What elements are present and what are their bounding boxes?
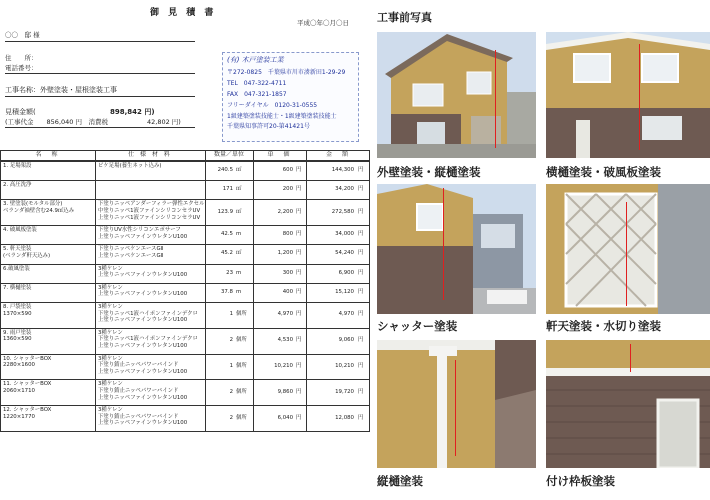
- item-price: 600: [282, 167, 293, 174]
- item-spec: 上塗りニッペファインウレタンU100: [98, 291, 188, 298]
- table-row: [0, 244, 370, 264]
- item-unit: m: [236, 269, 242, 276]
- header-qty: 数量／単位: [213, 151, 244, 158]
- item-qty: 2: [229, 388, 233, 395]
- item-qty: 2: [229, 337, 233, 344]
- item-name: 10. シャッターBOX: [3, 355, 52, 362]
- table-row: [0, 161, 370, 181]
- caption-2: 横樋塗装・破風板塗装: [546, 165, 661, 179]
- photo-downpipe: [377, 340, 536, 468]
- table-row: [0, 302, 370, 329]
- item-name: 3. 壁塗装(モルタル部分): [3, 201, 63, 208]
- item-spec: 3種ケレン: [98, 355, 123, 362]
- table-row: [0, 199, 370, 226]
- item-spec: 中塗りニッペ1液ファインシリコンセラUV: [98, 207, 201, 214]
- item-spec: 上塗りニッペファインウレタンU100: [98, 342, 188, 349]
- item-price-yen: 円: [296, 388, 302, 395]
- item-qty: 23: [226, 269, 233, 276]
- item-amount-yen: 円: [358, 186, 364, 193]
- item-name: 2280×1600: [3, 362, 35, 369]
- phone-underline: [5, 73, 195, 74]
- item-amount-yen: 円: [358, 362, 364, 369]
- item-spec: 上塗りニッペファインウレタンU100: [98, 272, 188, 279]
- item-amount: 4,970: [338, 311, 354, 318]
- header-amount: 金 額: [325, 151, 350, 158]
- item-price: 6,040: [277, 414, 293, 421]
- item-amount: 10,210: [335, 362, 354, 369]
- item-name: 11. シャッターBOX: [3, 381, 52, 388]
- table-row: [0, 328, 370, 355]
- item-unit: ㎡: [236, 250, 242, 257]
- item-spec: 下塗り錆止ニッペパワーバインド: [98, 387, 179, 394]
- item-name: 7. 横樋塗装: [3, 284, 32, 291]
- item-spec: 上塗りニッペファインウレタンU100: [98, 368, 188, 375]
- project-name: 外壁塗装・屋根塗装工事: [40, 86, 117, 94]
- item-price: 400: [282, 288, 293, 295]
- company-name: (有) 木戸塗装工業: [227, 56, 284, 64]
- item-name: 4. 破風板塗装: [3, 227, 37, 234]
- marker-line: [626, 202, 627, 306]
- item-price-yen: 円: [296, 231, 302, 238]
- item-unit: 個所: [236, 362, 247, 369]
- item-unit: ㎡: [236, 167, 242, 174]
- table-column-rule: [95, 150, 96, 431]
- photo-gutter-fascia: [546, 32, 710, 158]
- marker-line: [495, 50, 496, 148]
- caption-6: 付け枠板塗装: [546, 474, 615, 488]
- item-spec: 上塗りニッペファインウレタンU100: [98, 317, 188, 324]
- item-price-yen: 円: [296, 186, 302, 193]
- item-spec: 3種ケレン: [98, 381, 123, 388]
- item-spec: 3種ケレン: [98, 407, 123, 414]
- item-name: 6.破風塗装: [3, 265, 30, 272]
- company-postal: 〒272-0825 千葉県市川市湊新田1-29-29: [227, 69, 346, 76]
- item-qty: 240.5: [217, 167, 233, 174]
- item-qty: 123.9: [217, 208, 233, 215]
- item-price: 2,200: [277, 208, 293, 215]
- total-underline: [5, 127, 195, 128]
- item-name: 1370×590: [3, 310, 32, 317]
- company-free-dial: フリーダイヤル 0120-31-0555: [227, 102, 318, 109]
- table-column-rule: [369, 150, 370, 431]
- item-price: 4,530: [277, 337, 293, 344]
- item-unit: 個所: [236, 388, 247, 395]
- item-name: 12. シャッターBOX: [3, 407, 52, 414]
- item-price: 4,970: [277, 311, 293, 318]
- table-row: [0, 225, 370, 245]
- item-qty: 45.2: [220, 250, 233, 257]
- item-amount-yen: 円: [358, 250, 364, 257]
- header-price: 単 価: [267, 151, 292, 158]
- marker-line: [455, 360, 456, 456]
- item-name: ベランダ袖壁含む24.9㎡込み: [3, 207, 75, 214]
- item-qty: 37.8: [220, 288, 233, 295]
- total-label: 見積金額(: [5, 108, 36, 116]
- item-spec: ビケ足場(養生ネット込み): [98, 163, 162, 169]
- item-spec: 3種ケレン: [98, 329, 123, 336]
- table-row: [0, 379, 370, 406]
- item-spec: 下塗りニッペアンダーフィラー弾性エクセル: [98, 201, 205, 208]
- item-amount: 6,900: [338, 269, 354, 276]
- item-price-yen: 円: [296, 167, 302, 174]
- item-amount: 34,200: [335, 186, 354, 193]
- item-name: 5. 軒天塗装: [3, 246, 32, 253]
- caption-3: シャッター塗装: [377, 319, 458, 333]
- item-price-yen: 円: [296, 311, 302, 318]
- item-price-yen: 円: [296, 362, 302, 369]
- item-name: 1360×590: [3, 336, 32, 343]
- item-amount-yen: 円: [358, 167, 364, 174]
- item-spec: 下塗りニッペ1液ハイポンファインデクロ: [98, 336, 198, 343]
- photo-soffit-flashing: [546, 184, 710, 314]
- photo-trim-board: [546, 340, 710, 468]
- recipient: 〇〇 邸 様: [5, 31, 40, 39]
- item-amount: 19,720: [335, 388, 354, 395]
- address-label: 住 所：: [5, 54, 38, 62]
- marker-line: [630, 344, 631, 372]
- item-spec: 3種ケレン: [98, 265, 123, 272]
- company-tel: TEL 047-322-4711: [227, 80, 287, 87]
- item-name: (ベランダ軒天込み): [3, 252, 51, 259]
- caption-4: 軒天塗装・水切り塗装: [546, 319, 661, 333]
- item-price-yen: 円: [296, 208, 302, 215]
- item-price: 1,200: [277, 250, 293, 257]
- item-price: 9,860: [277, 388, 293, 395]
- table-row: [0, 180, 370, 200]
- item-amount-yen: 円: [358, 208, 364, 215]
- item-amount-yen: 円: [358, 337, 364, 344]
- item-spec: 下塗り錆止ニッペパワーバインド: [98, 362, 179, 369]
- item-name: 9. 雨戸塗装: [3, 329, 32, 336]
- item-price-yen: 円: [296, 288, 302, 295]
- item-name: 2060×1710: [3, 387, 35, 394]
- item-amount-yen: 円: [358, 288, 364, 295]
- item-spec: 上塗りニッペ1液ファインシリコンセラUV: [98, 214, 201, 221]
- photos-title: 工事前写真: [377, 11, 432, 24]
- item-price-yen: 円: [296, 414, 302, 421]
- item-unit: 個所: [236, 337, 247, 344]
- item-amount: 272,580: [331, 208, 354, 215]
- company-qualification: 1級建築塗装技能士・1級建築塗装技能士: [227, 113, 337, 120]
- item-spec: 下塗りニッペケンエースGⅡ: [98, 246, 164, 253]
- item-price: 800: [282, 231, 293, 238]
- item-unit: m: [236, 288, 242, 295]
- table-row: [0, 283, 370, 303]
- document-title: 御 見 積 書: [150, 8, 217, 18]
- item-amount: 9,060: [338, 337, 354, 344]
- company-fax: FAX 047-321-1857: [227, 91, 287, 98]
- item-spec: 下塗り錆止ニッペパワーバインド: [98, 413, 179, 420]
- table-column-rule: [205, 150, 206, 431]
- photo-exterior-wall: [377, 32, 536, 158]
- item-qty: 42.5: [220, 231, 233, 238]
- item-spec: 上塗りニッペファインウレタンU100: [98, 420, 188, 427]
- item-name: 1. 足場架設: [3, 163, 32, 169]
- document-date: 平成〇年〇月〇日: [297, 19, 349, 27]
- header-spec: 仕 様 材 料: [128, 151, 172, 158]
- item-amount-yen: 円: [358, 414, 364, 421]
- item-amount: 15,120: [335, 288, 354, 295]
- item-name: 1220×1770: [3, 413, 35, 420]
- item-unit: ㎡: [236, 186, 242, 193]
- item-qty: 1: [229, 311, 233, 318]
- item-amount-yen: 円: [358, 231, 364, 238]
- item-spec: 下塗りUV水性シリコンエポサーフ: [98, 227, 181, 234]
- table-row: [0, 264, 370, 284]
- project-line: [5, 86, 117, 94]
- subtotal-line: (工事代金 856,040 円 消費税 42,802 円): [5, 118, 181, 126]
- item-price: 200: [282, 186, 293, 193]
- item-price: 300: [282, 269, 293, 276]
- item-qty: 171: [222, 186, 233, 193]
- item-price-yen: 円: [296, 337, 302, 344]
- item-amount-yen: 円: [358, 388, 364, 395]
- item-spec: 下塗りニッペ1液ハイポンファインデクロ: [98, 310, 198, 317]
- item-qty: 2: [229, 414, 233, 421]
- item-unit: 個所: [236, 311, 247, 318]
- item-spec: 上塗りニッペファインウレタンU100: [98, 233, 188, 240]
- item-spec: 3種ケレン: [98, 284, 123, 291]
- item-qty: 1: [229, 362, 233, 369]
- company-stamp-box: [222, 52, 359, 142]
- item-price-yen: 円: [296, 269, 302, 276]
- item-name: 2. 高圧洗浄: [3, 182, 32, 189]
- item-amount: 144,300: [331, 167, 354, 174]
- item-price-yen: 円: [296, 250, 302, 257]
- project-underline: [5, 96, 195, 97]
- pre-work-photos-section: [375, 0, 710, 500]
- item-unit: m: [236, 231, 242, 238]
- marker-line: [639, 44, 640, 150]
- item-spec: 3種ケレン: [98, 304, 123, 310]
- table-column-rule: [306, 150, 307, 431]
- table-column-rule: [253, 150, 254, 431]
- item-amount: 12,080: [335, 414, 354, 421]
- item-price: 10,210: [274, 362, 293, 369]
- photo-shutter: [377, 184, 536, 314]
- item-spec: 上塗りニッペケンエースGⅡ: [98, 252, 164, 259]
- caption-1: 外壁塗装・縦樋塗装: [377, 165, 481, 179]
- caption-5: 縦樋塗装: [377, 474, 423, 488]
- project-label: 工事名称：: [5, 86, 40, 94]
- item-name: 8. 戸袋塗装: [3, 304, 32, 310]
- header-name: 名 称: [35, 151, 60, 158]
- item-amount-yen: 円: [358, 269, 364, 276]
- item-unit: 個所: [236, 414, 247, 421]
- item-spec: 上塗りニッペファインウレタンU100: [98, 394, 188, 401]
- recipient-underline: [5, 41, 195, 42]
- table-row: [0, 354, 370, 381]
- item-amount-yen: 円: [358, 311, 364, 318]
- item-amount: 54,240: [335, 250, 354, 257]
- marker-line: [443, 188, 444, 300]
- total-amount: 898,842 円): [110, 108, 155, 116]
- company-license: 千葉県知事許可20-第41421号: [227, 123, 310, 130]
- table-row: [0, 405, 370, 432]
- phone-label: 電話番号：: [5, 64, 38, 72]
- table-column-rule: [0, 150, 1, 431]
- item-amount: 34,000: [335, 231, 354, 238]
- item-unit: ㎡: [236, 208, 242, 215]
